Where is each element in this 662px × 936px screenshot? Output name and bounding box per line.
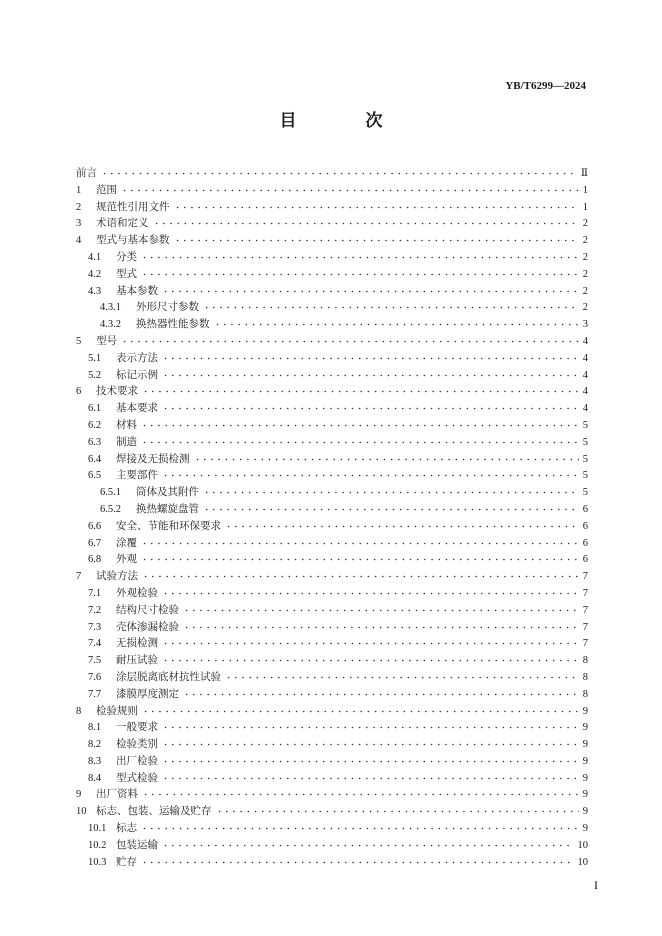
toc-entry-title: 技术要求 [96,385,138,398]
toc-entry-title: 术语和定义 [96,217,149,230]
toc-entry-title: 主要部件 [116,469,158,482]
dot-leader [141,416,579,428]
toc-entry-number: 10.3 [88,856,107,868]
toc-entry-number: 6 [76,386,82,398]
toc-entry-title: 涂覆 [116,536,137,549]
dot-leader [162,466,579,478]
toc-entry-title: 贮存 [116,855,137,868]
toc-entry[interactable] [76,214,588,231]
toc-entry-title: 标志 [116,822,137,835]
toc-entry-title: 检验类别 [116,738,158,751]
dot-leader [162,349,579,361]
toc-entry-number: 8 [76,705,82,717]
toc-entry[interactable] [76,517,588,534]
toc-entry[interactable] [76,752,588,769]
toc-entry-title: 耐压试验 [116,654,158,667]
toc-entry-page: 9 [582,722,588,734]
toc-entry[interactable] [76,298,588,315]
toc-entry[interactable] [76,332,588,349]
toc-entry[interactable] [76,248,588,265]
toc-entry[interactable] [76,584,588,601]
toc-entry-page: 4 [582,335,588,347]
toc-entry-page: 5 [582,419,588,431]
toc-entry-number: 5.1 [88,352,102,364]
toc-entry-number: 7.4 [88,638,102,650]
toc-entry-number: 3 [76,218,82,230]
toc-entry-title: 包装运输 [116,838,158,851]
toc-entry-number: 2 [76,201,82,213]
toc-entry-number: 4.3.2 [100,319,121,331]
toc-entry-title: 前言 [76,167,97,179]
toc-entry-page: 5 [582,470,588,482]
dot-leader [183,601,579,613]
toc-entry-page: Ⅱ [580,168,588,179]
toc-entry-number: 6.3 [88,436,102,448]
toc-entry-page: 6 [582,520,588,532]
toc-entry-number: 10.1 [88,823,107,835]
dot-leader [141,550,579,562]
toc-entry-number: 8.2 [88,739,102,751]
dot-leader [214,315,579,327]
toc-entry-page: 8 [582,688,588,700]
toc-entry-number: 6.5 [88,470,102,482]
dot-leader [141,819,579,831]
toc-entry-title: 基本要求 [116,402,158,415]
toc-entry-title: 换热螺旋盘管 [136,502,199,515]
toc-entry-title: 涂层脱离底材抗性试验 [116,670,221,683]
toc-entry-page: 5 [582,487,588,499]
toc-entry-number: 7.5 [88,655,102,667]
toc-entry[interactable] [76,819,588,836]
toc-entry-title: 漆膜厚度测定 [116,687,179,700]
dot-leader [203,298,579,310]
toc-entry-title: 结构尺寸检验 [116,603,179,616]
toc-entry-title: 材料 [116,418,137,431]
dot-leader [141,433,579,445]
toc-entry-page: 8 [582,671,588,683]
dot-leader [121,181,579,193]
toc-entry-title: 型式 [116,267,137,280]
toc-entry-title: 外观检验 [116,586,158,599]
toc-entry-page: 9 [582,789,588,801]
toc-entry-title: 出厂资料 [96,788,138,801]
toc-entry-page: 4 [582,386,588,398]
dot-leader [162,769,579,781]
toc-entry-title: 一般要求 [116,721,158,734]
toc-entry[interactable] [76,181,588,198]
toc-entry[interactable] [76,735,588,752]
toc-entry-number: 5.2 [88,369,102,381]
toc-entry[interactable] [76,450,588,467]
dot-leader [153,214,579,226]
toc-entry-title: 安全、节能和环保要求 [116,519,221,532]
dot-leader [174,198,579,210]
toc-entry-number: 4 [76,235,82,247]
toc-entry-title: 无损检测 [116,637,158,650]
toc-entry-page: 4 [582,403,588,415]
toc-entry-number: 7.3 [88,621,102,633]
toc-entry-number: 8.1 [88,722,102,734]
page-title: 目 次 [279,111,409,131]
toc-entry[interactable] [76,685,588,702]
dot-leader [203,483,579,495]
dot-leader [141,853,574,865]
toc-entry-number: 7.7 [88,688,102,700]
dot-leader [162,735,579,747]
toc-entry[interactable] [76,500,588,517]
dot-leader [183,618,579,630]
toc-entry-page: 8 [582,655,588,667]
toc-entry-number: 4.2 [88,268,102,280]
toc-entry-page: 2 [582,235,588,247]
toc-entry-number: 6.1 [88,403,102,415]
toc-entry-number: 6.4 [88,453,102,465]
toc-entry-number: 6.5.1 [100,487,121,499]
toc-entry-page: 6 [582,537,588,549]
toc-entry-title: 标记示例 [116,368,158,381]
toc-entry[interactable] [76,634,588,651]
toc-entry-number: 6.2 [88,419,102,431]
toc-entry[interactable] [76,853,588,870]
toc-entry[interactable] [76,231,588,248]
toc-entry[interactable] [76,382,588,399]
dot-leader [142,702,579,714]
toc-entry[interactable] [76,366,588,383]
toc-entry[interactable] [76,550,588,567]
toc-entry-number: 5 [76,335,82,347]
dot-leader [101,164,577,176]
dot-leader [162,584,579,596]
toc-entry-number: 7.2 [88,604,102,616]
toc-entry-page: 10 [577,839,588,851]
toc-entry-page: 6 [582,554,588,566]
document-code: YB/T6299—2024 [505,80,586,92]
toc-entry[interactable] [76,601,588,618]
toc-entry-number: 4.1 [88,251,102,263]
dot-leader [162,399,579,411]
toc-entry-page: 4 [582,369,588,381]
dot-leader [162,634,579,646]
toc-entry-page: 5 [582,453,588,465]
toc-entry[interactable] [76,836,588,853]
toc-entry-page: 2 [582,268,588,280]
toc-entry-title: 外观 [116,553,137,566]
toc-entry-title: 型号 [96,334,117,347]
toc-entry[interactable] [76,651,588,668]
toc-entry[interactable] [76,315,588,332]
toc-entry-number: 9 [76,789,82,801]
toc-entry-title: 制造 [116,435,137,448]
toc-entry-title: 外形尺寸参数 [136,301,199,314]
toc-entry-title: 筒体及其附件 [136,486,199,499]
dot-leader [194,450,579,462]
toc-entry-page: 7 [582,638,588,650]
toc-entry-page: 9 [582,705,588,717]
toc-entry-page: 2 [582,285,588,297]
toc-entry-number: 7.1 [88,587,102,599]
dot-leader [162,718,579,730]
dot-leader [183,685,579,697]
toc-entry-page: 6 [582,503,588,515]
toc-entry-page: 9 [582,739,588,751]
toc-entry-page: 7 [582,571,588,583]
toc-entry[interactable] [76,483,588,500]
dot-leader [141,534,579,546]
toc-entry-title: 标志、包装、运输及贮存 [96,805,212,818]
toc-entry-page: 3 [582,319,588,331]
toc-entry-number: 7.6 [88,671,102,683]
toc-entry-title: 焊接及无损检测 [116,452,190,465]
toc-entry-title: 出厂检验 [116,754,158,767]
toc-entry-title: 范围 [96,183,117,196]
toc-entry[interactable] [76,164,588,181]
toc-entry-number: 6.8 [88,554,102,566]
dot-leader [162,282,579,294]
toc-entry[interactable] [76,416,588,433]
toc-entry-page: 4 [582,352,588,364]
toc-entry-page: 9 [582,772,588,784]
dot-leader [142,382,579,394]
toc-entry[interactable] [76,567,588,584]
toc-entry-number: 8.4 [88,772,102,784]
toc-entry[interactable] [76,718,588,735]
toc-entry[interactable] [76,265,588,282]
toc-entry[interactable] [76,785,588,802]
toc-entry-page: 9 [582,823,588,835]
dot-leader [162,836,574,848]
dot-leader [141,248,579,260]
toc-entry-page: 7 [582,621,588,633]
page-number: I [594,878,598,892]
toc-entry[interactable] [76,399,588,416]
dot-leader [162,752,579,764]
toc-entry-title: 壳体渗漏检验 [116,620,179,633]
toc-entry-page: 9 [582,806,588,818]
toc-entry-title: 型式与基本参数 [96,234,170,247]
dot-leader [141,265,579,277]
toc-entry-page: 2 [582,251,588,263]
dot-leader [121,332,579,344]
toc-entry-title: 型式检验 [116,771,158,784]
toc-entry-title: 基本参数 [116,284,158,297]
toc-entry[interactable] [76,702,588,719]
dot-leader [216,802,579,814]
toc-entry[interactable] [76,668,588,685]
toc-entry-title: 分类 [116,250,137,263]
toc-entry-page: 1 [582,184,588,196]
toc-entry-number: 4.3.1 [100,302,121,314]
toc-entry[interactable] [76,198,588,215]
toc-entry[interactable] [76,349,588,366]
dot-leader [203,500,579,512]
toc-entry-page: 2 [582,218,588,230]
toc-entry-number: 6.6 [88,520,102,532]
toc-entry-page: 1 [582,201,588,213]
toc-entry-number: 7 [76,571,82,583]
toc-entry-title: 表示方法 [116,351,158,364]
toc-entry-page: 5 [582,436,588,448]
toc-entry[interactable] [76,769,588,786]
toc-entry-page: 7 [582,604,588,616]
toc-entry-page: 9 [582,755,588,767]
toc-entry-title: 试验方法 [96,570,138,583]
toc-entry-title: 换热器性能参数 [136,318,210,331]
toc-entry-number: 1 [76,184,82,196]
toc-entry-page: 10 [577,856,588,868]
toc-entry[interactable] [76,534,588,551]
toc-entry-number: 8.3 [88,755,102,767]
toc-entry[interactable] [76,802,588,819]
toc-entry-number: 10 [76,806,87,818]
toc-entry[interactable] [76,282,588,299]
toc-entry-title: 规范性引用文件 [96,200,170,213]
toc-entry[interactable] [76,466,588,483]
toc-entry-number: 10.2 [88,839,107,851]
toc-entry-number: 6.5.2 [100,503,121,515]
dot-leader [142,785,579,797]
toc-entry-number: 4.3 [88,285,102,297]
toc-entry[interactable] [76,618,588,635]
toc-entry-number: 6.7 [88,537,102,549]
dot-leader [225,517,579,529]
toc-entry-title: 检验规则 [96,704,138,717]
toc-entry-page: 7 [582,587,588,599]
dot-leader [174,231,579,243]
dot-leader [162,651,579,663]
dot-leader [162,366,579,378]
dot-leader [225,668,579,680]
table-of-contents [76,164,588,869]
dot-leader [142,567,579,579]
toc-entry-page: 2 [582,302,588,314]
toc-entry[interactable] [76,433,588,450]
